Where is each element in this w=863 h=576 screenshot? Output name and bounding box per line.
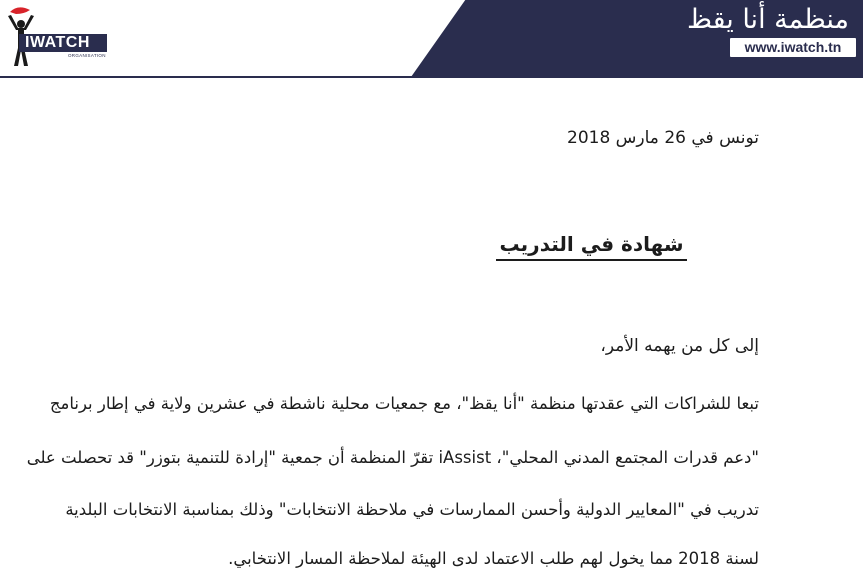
letterhead <box>0 0 863 80</box>
document-date: تونس في 26 مارس 2018 <box>567 128 759 148</box>
document-title <box>0 232 863 261</box>
body-line-1: تبعا للشراكات التي عقدتها منظمة "أنا يقظ"، مع جمعيات محلية ناشطة في عشرين ولاية في إطار برنامج <box>49 394 759 413</box>
logo-wordmark: IWATCH <box>19 34 107 52</box>
website-url: www.iwatch.tn <box>730 38 856 57</box>
body-line-3: تدريب في "المعايير الدولية وأحسن الممارسات في ملاحظة الانتخابات" وذلك بمناسبة الانتخابات البلدية <box>65 500 759 519</box>
iwatch-logo <box>4 4 114 70</box>
org-name: منظمة أنا يقظ <box>686 4 849 35</box>
document-title-text: شهادة في التدريب <box>496 232 688 261</box>
salutation: إلى كل من يهمه الأمر، <box>600 336 759 356</box>
body-line-2: "دعم قدرات المجتمع المدني المحلي"، iAssist تقرّ المنظمة أن جمعية "إرادة للتنمية بتوزر" قد تحصلت على <box>26 448 759 467</box>
logo-subtitle: ORGANISATION <box>68 53 106 58</box>
body-line-4: لسنة 2018 مما يخول لهم طلب الاعتماد لدى الهيئة لملاحظة المسار الانتخابي. <box>228 549 759 568</box>
header-divider <box>0 76 863 78</box>
